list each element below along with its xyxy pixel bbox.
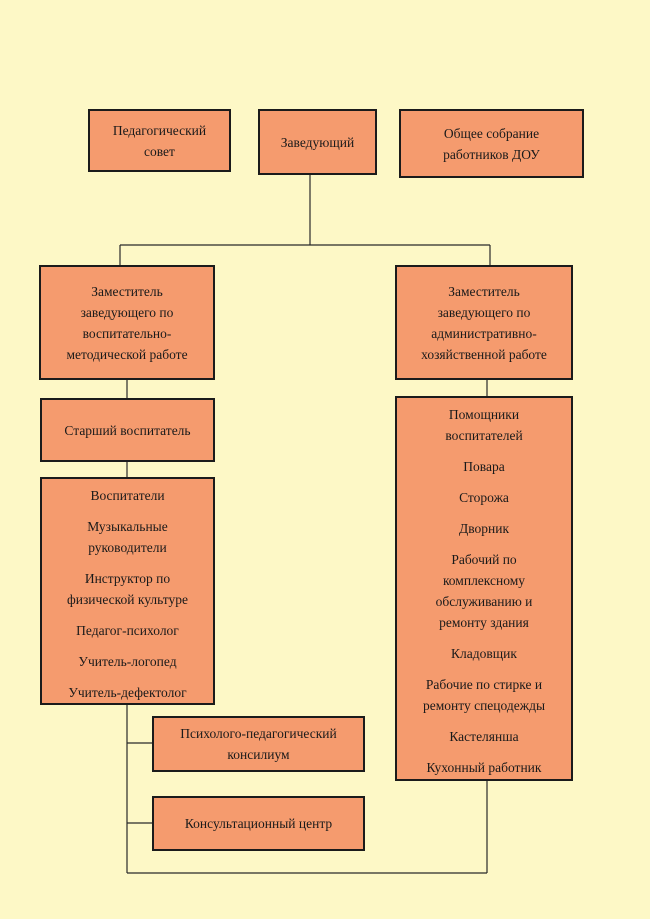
pedagogical-council-box <box>88 109 231 172</box>
ppk-box <box>152 716 365 772</box>
teachers-list-item: Инструктор по физической культуре <box>67 571 188 607</box>
teachers-list-item: Учитель-дефектолог <box>68 685 187 700</box>
deputy-admin-label: Заместитель заведующего по административно- хозяйственной работе <box>421 283 547 362</box>
staff-list-item: Повара <box>463 459 505 474</box>
senior-teacher-label: Старший воспитатель <box>64 422 191 438</box>
consult-center-label: Консультационный центр <box>184 816 333 831</box>
teachers-list-item: Музыкальные руководители <box>87 519 168 555</box>
deputy-methodical-box <box>39 265 215 380</box>
staff-list-item: Помощники воспитателей <box>445 407 523 443</box>
deputy-methodical-label: Заместитель заведующего по воспитательно- методической работе <box>66 283 188 362</box>
deputy-admin-box <box>395 265 573 380</box>
teachers-list-item: Педагог-психолог <box>76 623 179 638</box>
staff-list-item: Кладовщик <box>451 646 517 661</box>
head-box <box>258 109 377 175</box>
senior-teacher-box <box>40 398 215 462</box>
teachers-list-item: Воспитатели <box>90 488 165 503</box>
staff-list-item: Дворник <box>459 521 509 536</box>
ppk-label: Психолого-педагогический консилиум <box>180 726 337 762</box>
staff-list-item: Рабочие по стирке и ремонту спецодежды <box>422 677 546 713</box>
pedagogical-council-label: Педагогический совет <box>112 122 207 159</box>
support-staff-box <box>395 396 573 781</box>
teachers-box <box>40 477 215 705</box>
general-meeting-label: Общее собрание работников ДОУ <box>443 125 540 162</box>
staff-list-item: Рабочий по комплексному обслуживанию и ремонту здания <box>435 552 533 630</box>
head-label: Заведующий <box>280 134 355 150</box>
staff-list-item: Сторожа <box>459 490 509 505</box>
teachers-list-item: Учитель-логопед <box>78 654 177 669</box>
consult-center-box <box>152 796 365 851</box>
staff-list-item: Кастелянша <box>449 729 519 744</box>
staff-list-item: Кухонный работник <box>426 760 542 775</box>
general-meeting-box <box>399 109 584 178</box>
